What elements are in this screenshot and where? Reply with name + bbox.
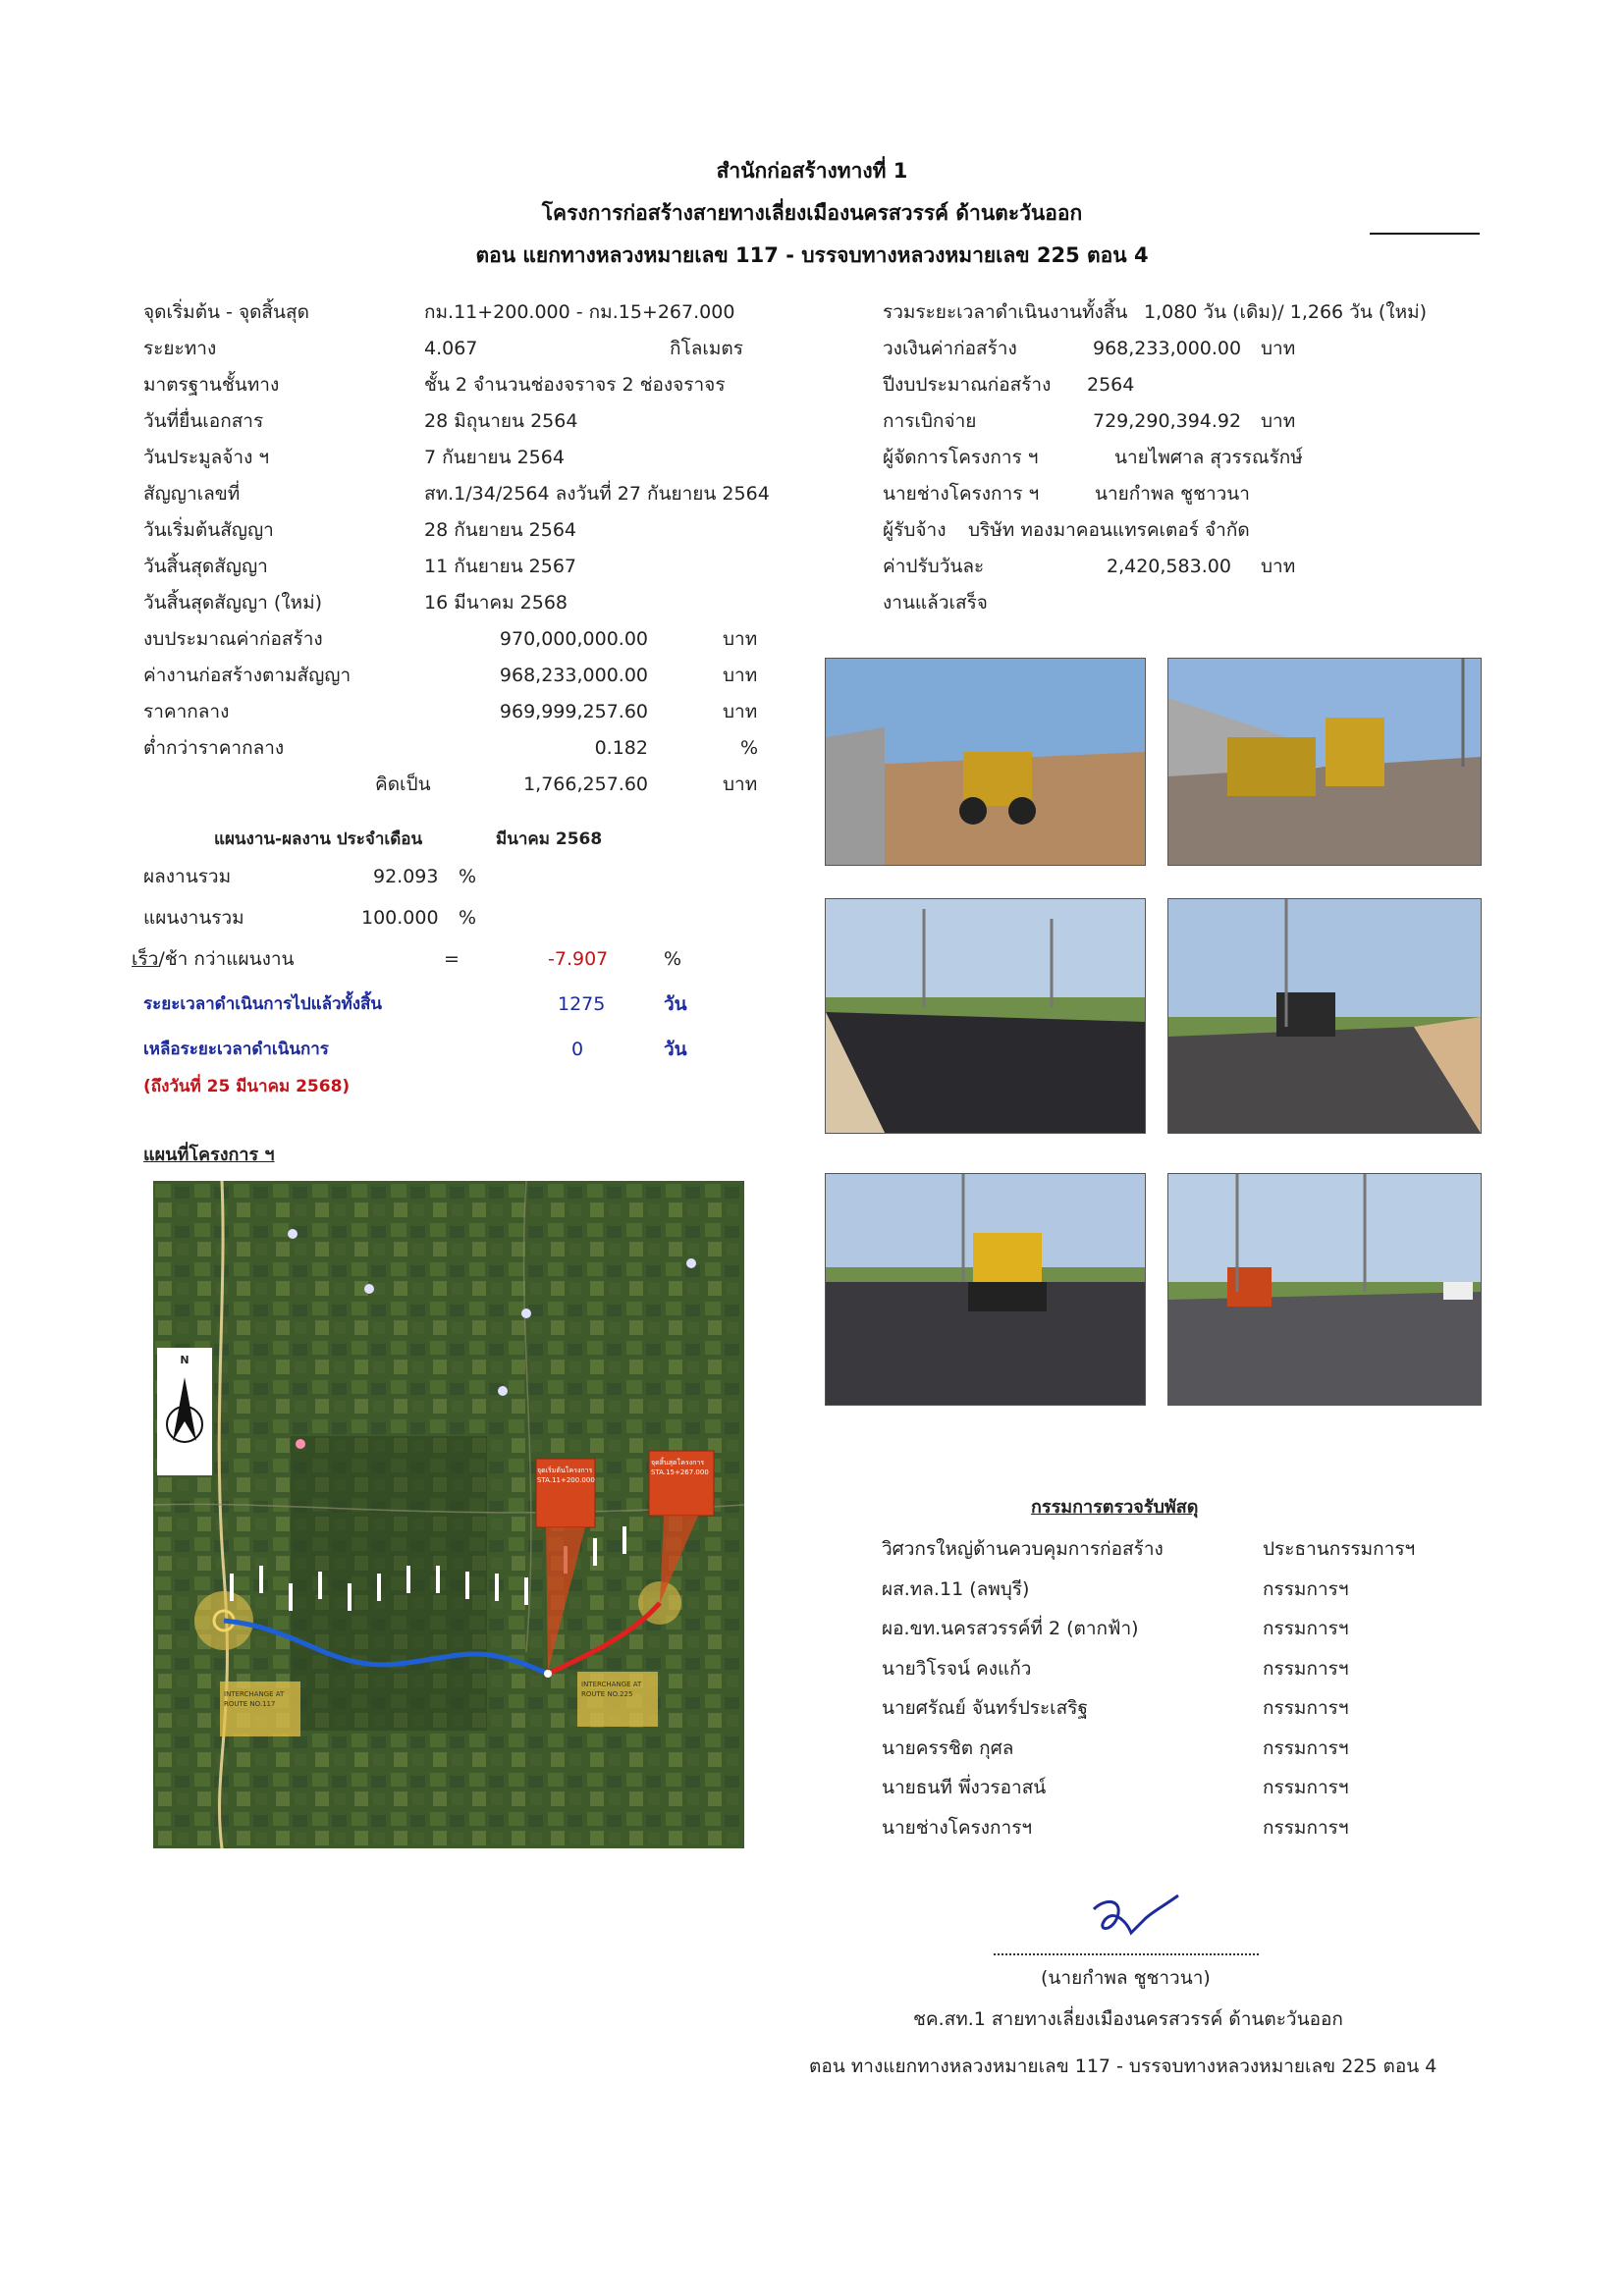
disbursed-unit: บาท <box>1261 410 1296 432</box>
completed-label: งานแล้วเสร็จ <box>883 592 988 614</box>
north-label: N <box>180 1354 189 1366</box>
signer-section: ตอน ทางแยกทางหลวงหมายเลข 117 - บรรจบทางหลวงหมายเลข 225 ตอน 4 <box>809 2056 1437 2077</box>
budget-label: ราคากลาง <box>143 701 230 722</box>
info-label: วันสิ้นสุดสัญญา (ใหม่) <box>143 592 323 614</box>
photo-roller-2 <box>825 1173 1146 1406</box>
info-value: 11 กันยายน 2567 <box>424 556 577 577</box>
remain-unit: วัน <box>664 1039 687 1060</box>
engineer-label: นายช่างโครงการ ฯ <box>883 483 1040 505</box>
info-label: จุดเริ่มต้น - จุดสิ้นสุด <box>143 301 309 323</box>
committee-member-role: กรรมการฯ <box>1263 1777 1349 1798</box>
elapsed-unit: วัน <box>664 993 687 1015</box>
committee-member-role: กรรมการฯ <box>1263 1578 1349 1600</box>
actual-pct: % <box>459 866 477 887</box>
actual-label: ผลงานรวม <box>143 866 232 887</box>
committee-member-role: ประธานกรรมการฯ <box>1263 1538 1416 1560</box>
photo-grader-1 <box>825 658 1146 866</box>
plan-label: แผนงานรวม <box>143 907 244 929</box>
contract-value: 968,233,000.00 <box>1093 338 1242 359</box>
committee-member-name: วิศวกรใหญ่ด้านควบคุมการก่อสร้าง <box>882 1538 1164 1560</box>
photo-asphalt-1 <box>825 898 1146 1134</box>
signer-position: ชค.สท.1 สายทางเลี่ยงเมืองนครสวรรค์ ด้านตะวันออก <box>913 2008 1343 2030</box>
info-label: ระยะทาง <box>143 338 217 359</box>
info-value: กม.11+200.000 - กม.15+267.000 <box>424 301 735 323</box>
contractor-value: บริษัท ทองมาคอนแทรคเตอร์ จำกัด <box>968 519 1250 541</box>
info-value: 4.067 <box>424 338 478 359</box>
signature-mark <box>1080 1890 1198 1949</box>
budget-unit: % <box>740 737 759 759</box>
committee-heading: กรรมการตรวจรับพัสดุ <box>1031 1497 1199 1518</box>
budget-unit: บาท <box>723 665 758 686</box>
diff-label <box>132 948 295 970</box>
project-map <box>153 1181 744 1848</box>
manager-label: ผู้จัดการโครงการ ฯ <box>883 447 1039 468</box>
info-value: 28 มิถุนายน 2564 <box>424 410 578 432</box>
budget-value: 1,766,257.60 <box>523 774 648 795</box>
header-rule <box>1370 233 1480 235</box>
remain-label: เหลือระยะเวลาดำเนินการ <box>143 1040 329 1059</box>
committee-member-name: นายวิโรจน์ คงแก้ว <box>882 1658 1032 1680</box>
disbursed-label: การเบิกจ่าย <box>883 410 977 432</box>
signer-name: (นายกำพล ชูชาวนา) <box>1041 1967 1211 1989</box>
committee-member-name: นายครรชิต กุศล <box>882 1737 1014 1759</box>
info-value: ชั้น 2 จำนวนช่องจราจร 2 ช่องจราจร <box>424 374 726 396</box>
penalty-value: 2,420,583.00 <box>1107 556 1231 577</box>
remain-value: 0 <box>571 1039 584 1060</box>
info-unit: กิโลเมตร <box>670 338 743 359</box>
budget-value: 968,233,000.00 <box>499 665 648 686</box>
start-callout: จุดเริ่มต้นโครงการ STA.11+200.000 <box>537 1467 595 1484</box>
info-label: วันสิ้นสุดสัญญา <box>143 556 268 577</box>
info-value: สท.1/34/2564 ลงวันที่ 27 กันยายน 2564 <box>424 483 770 505</box>
duration-value: 1,080 วัน (เดิม)/ 1,266 วัน (ใหม่) <box>1144 301 1428 323</box>
duration-label: รวมระยะเวลาดำเนินงานทั้งสิ้น <box>883 301 1128 323</box>
end-callout: จุดสิ้นสุดโครงการ STA.15+267.000 <box>651 1459 709 1476</box>
committee-member-role: กรรมการฯ <box>1263 1817 1349 1839</box>
as-of-date: (ถึงวันที่ 25 มีนาคม 2568) <box>143 1077 351 1096</box>
fiscal-value: 2564 <box>1087 374 1135 396</box>
info-label: วันประมูลจ้าง ฯ <box>143 447 270 468</box>
diff-label-fast: เร็ว <box>132 948 159 970</box>
engineer-value: นายกำพล ชูชาวนา <box>1095 483 1250 505</box>
committee-member-role: กรรมการฯ <box>1263 1618 1349 1639</box>
disbursed-value: 729,290,394.92 <box>1093 410 1242 432</box>
progress-month: มีนาคม 2568 <box>496 829 603 849</box>
fiscal-label: ปีงบประมาณก่อสร้าง <box>883 374 1052 396</box>
budget-unit: บาท <box>723 628 758 650</box>
committee-member-name: นายศรัณย์ จันทร์ประเสริฐ <box>882 1697 1088 1719</box>
plan-value: 100.000 <box>361 907 439 929</box>
photo-asphalt-2 <box>1167 898 1482 1134</box>
committee-member-name: นายช่างโครงการฯ <box>882 1817 1033 1839</box>
contractor-label: ผู้รับจ้าง <box>883 519 947 541</box>
interchange-225-label: INTERCHANGE AT ROUTE NO.225 <box>581 1681 642 1698</box>
info-label: วันเริ่มต้นสัญญา <box>143 519 274 541</box>
info-label: มาตรฐานชั้นทาง <box>143 374 280 396</box>
info-value: 16 มีนาคม 2568 <box>424 592 568 614</box>
penalty-unit: บาท <box>1261 556 1296 577</box>
interchange-117-label: INTERCHANGE AT ROUTE NO.117 <box>224 1690 285 1708</box>
committee-member-role: กรรมการฯ <box>1263 1697 1349 1719</box>
office-title: สำนักก่อสร้างทางที่ 1 <box>716 159 908 183</box>
project-title: โครงการก่อสร้างสายทางเลี่ยงเมืองนครสวรรค์ ด้านตะวันออก <box>541 201 1083 225</box>
manager-value: นายไพศาล สุวรรณรักษ์ <box>1114 447 1303 468</box>
committee-member-role: กรรมการฯ <box>1263 1658 1349 1680</box>
plan-pct: % <box>459 907 477 929</box>
map-heading: แผนที่โครงการ ฯ <box>143 1145 275 1165</box>
diff-value: -7.907 <box>548 948 609 970</box>
diff-pct: % <box>664 948 682 970</box>
budget-label: ค่างานก่อสร้างตามสัญญา <box>143 665 352 686</box>
penalty-label: ค่าปรับวันละ <box>883 556 985 577</box>
committee-member-name: ผอ.ขท.นครสวรรค์ที่ 2 (ตากฟ้า) <box>882 1618 1139 1639</box>
budget-value: 969,999,257.60 <box>499 701 648 722</box>
info-value: 28 กันยายน 2564 <box>424 519 577 541</box>
budget-label: คิดเป็น <box>375 774 431 795</box>
elapsed-value: 1275 <box>558 993 606 1015</box>
contract-unit: บาท <box>1261 338 1296 359</box>
budget-unit: บาท <box>723 701 758 722</box>
budget-label: ต่ำกว่าราคากลาง <box>143 737 285 759</box>
actual-value: 92.093 <box>373 866 439 887</box>
contract-label: วงเงินค่าก่อสร้าง <box>883 338 1017 359</box>
budget-value: 970,000,000.00 <box>499 628 648 650</box>
info-label: วันที่ยื่นเอกสาร <box>143 410 264 432</box>
budget-label: งบประมาณค่าก่อสร้าง <box>143 628 323 650</box>
diff-label-rest: /ช้า กว่าแผนงาน <box>158 948 295 970</box>
info-label: สัญญาเลขที่ <box>143 483 241 505</box>
info-value: 7 กันยายน 2564 <box>424 447 565 468</box>
signature-line <box>994 1953 1259 1955</box>
committee-member-name: ผส.ทล.11 (ลพบุรี) <box>882 1578 1030 1600</box>
committee-member-role: กรรมการฯ <box>1263 1737 1349 1759</box>
budget-value: 0.182 <box>594 737 648 759</box>
diff-eq: = <box>444 948 460 970</box>
progress-heading: แผนงาน-ผลงาน ประจำเดือน <box>214 829 423 849</box>
photo-roller-1 <box>1167 658 1482 866</box>
elapsed-label: ระยะเวลาดำเนินการไปแล้วทั้งสิ้น <box>143 994 383 1014</box>
budget-unit: บาท <box>723 774 758 795</box>
photo-roller-3 <box>1167 1173 1482 1406</box>
section-title: ตอน แยกทางหลวงหมายเลข 117 - บรรจบทางหลวงหมายเลข 225 ตอน 4 <box>475 243 1149 267</box>
committee-member-name: นายธนที พึ่งวรอาสน์ <box>882 1777 1047 1798</box>
